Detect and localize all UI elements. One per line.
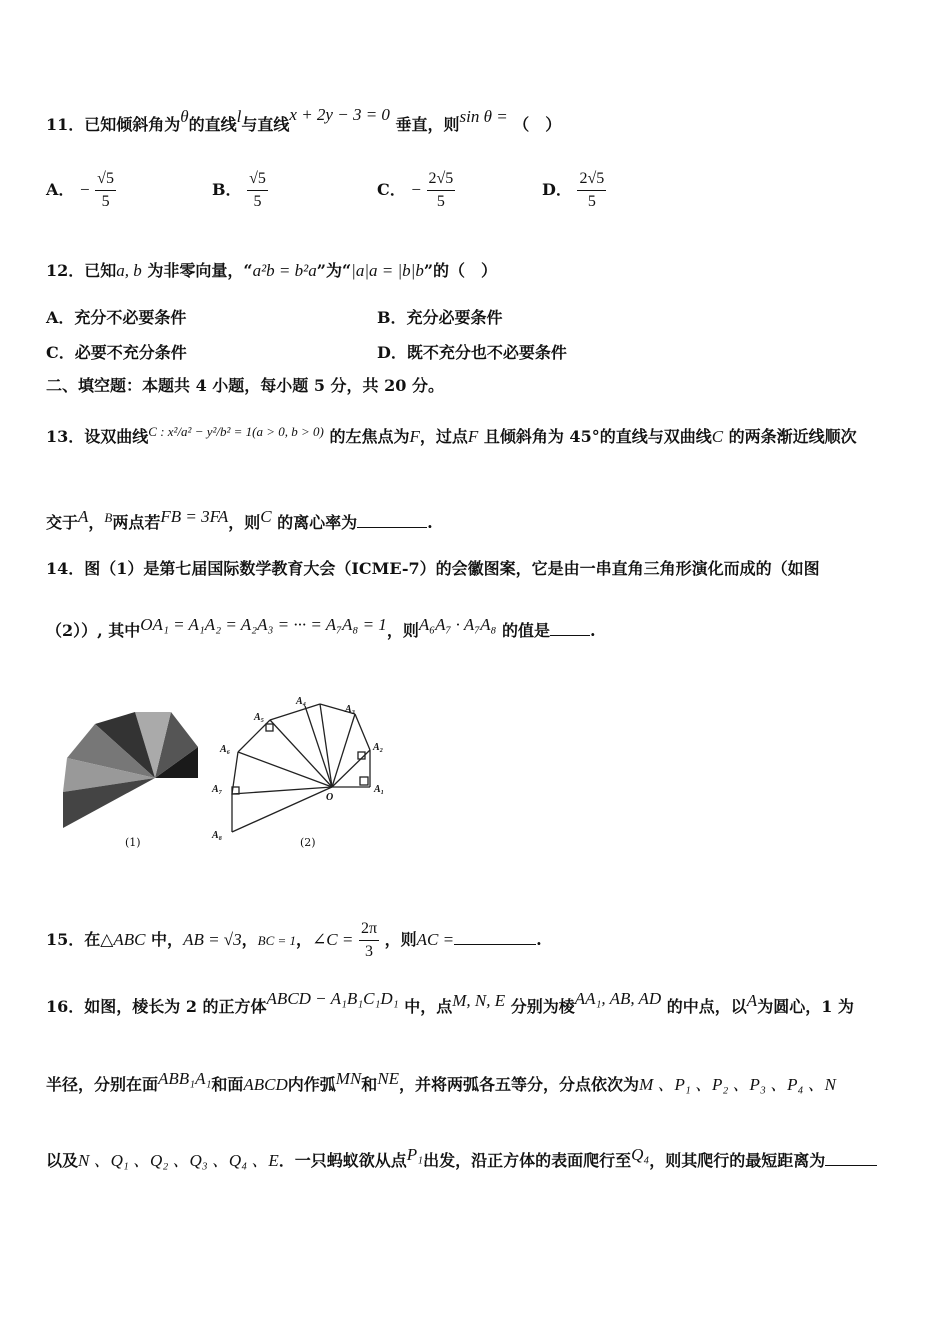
q11-option-a: A． − $\frac{√5}{5}$ <box>46 170 114 210</box>
answer-blank[interactable] <box>550 621 590 636</box>
answer-blank[interactable] <box>825 1151 877 1166</box>
label-a2: A₂ <box>373 742 384 753</box>
label-a7: A₇ <box>212 784 223 795</box>
label-a5: A₅ <box>254 712 265 723</box>
q11-option-c: C． − $\frac{2√5}{5}$ <box>377 170 454 210</box>
label-a4: A₄ <box>296 696 307 707</box>
q14-line2: （2））, 其中OA₁ = A₁A₂ = A₂A₃ = ··· = A₇A₈ = 1，则A₆A₇ · A₇A₈ 的值是 . <box>46 615 596 640</box>
fig1-caption-text: (1) <box>125 836 141 849</box>
q16-line3: 以及N 、Q₁ 、Q₂ 、Q₃ 、Q₄ 、E．一只蚂蚁欲从点P₁出发，沿正方体的表面爬行至Q₄，则其爬行的最短距离为 <box>46 1146 877 1171</box>
q12-option-b: B．充分必要条件 <box>377 308 503 327</box>
label-o: O <box>326 792 334 803</box>
section-heading: 二、填空题：本题共 4 小题，每小题 5 分，共 20 分。 <box>46 376 444 395</box>
label-a3: A₃ <box>345 704 356 715</box>
q11-option-b: B． $\frac{√5}{5}$ <box>212 170 266 210</box>
q16-line2: 半径，分别在面ABB₁A₁和面ABCD内作弧MN和NE，并将两弧各五等分，分点依次为M 、P₁ 、P₂ 、P₃ 、P₄ 、N <box>46 1069 836 1094</box>
q12-stem: 12．已知a, b 为非零向量，“a²b = b²a”为“|a|a = |b|b”的（ ） <box>46 261 498 280</box>
fig2-caption-text: (2) <box>300 836 316 849</box>
q13-line2: 交于A，$^B$两点若FB = 3FA，则C 的离心率为 . <box>46 507 433 532</box>
label-a6: A₆ <box>220 744 231 755</box>
q15-stem: 15．在△ABC 中，AB = √3，BC = 1，∠C = $\frac{2\pi}{3}$ ，则AC = . <box>46 920 542 960</box>
q12-option-a: A．充分不必要条件 <box>46 308 187 327</box>
q12-option-c: C．必要不充分条件 <box>46 343 187 362</box>
q11-option-d: D． $\frac{2√5}{5}$ <box>542 170 605 210</box>
q16-line1: 16．如图，棱长为 2 的正方体ABCD − A₁B₁C₁D₁ 中，点M, N, E 分别为棱AA₁, AB, AD 的中点，以A为圆心，1 为 <box>46 989 854 1016</box>
q12-option-d: D．既不充分也不必要条件 <box>377 343 567 362</box>
q14-line1: 14．图（1）是第七届国际数学教育大会（ICME-7）的会徽图案，它是由一串直角三角形演化而成的（如图 <box>46 559 820 578</box>
answer-blank[interactable] <box>357 513 427 528</box>
q11-stem: 11．已知倾斜角为θ的直线l与直线x + 2y − 3 = 0 垂直，则sin θ = （ ） <box>46 105 562 134</box>
label-a8: A₈ <box>212 830 223 841</box>
figure-2-spiral <box>210 692 390 842</box>
q13-line1: 13．设双曲线$^{C : x^2/a^2 - y^2/b^2 = 1(a > 0, b > 0)}$ 的左焦点为F，过点F 且倾斜角为 45°的直线与双曲线C 的两条渐近线顺次 <box>46 424 857 446</box>
label-a1: A₁ <box>374 784 385 795</box>
figure-1-emblem <box>55 692 215 832</box>
answer-blank[interactable] <box>454 930 536 945</box>
